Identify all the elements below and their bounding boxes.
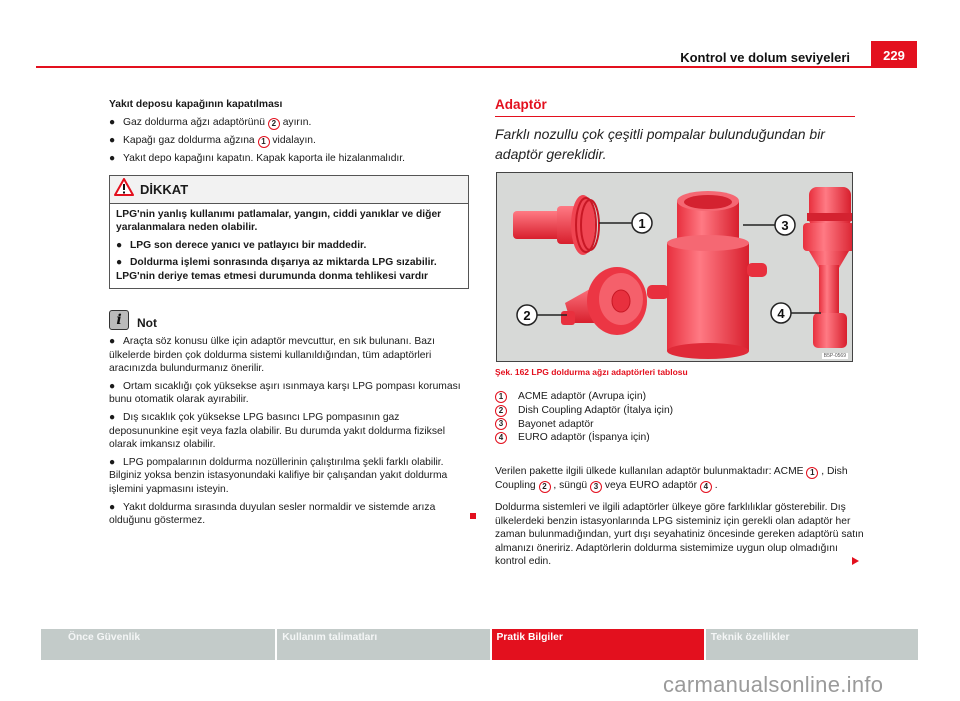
chapter-title: Kontrol ve dolum seviyeleri	[680, 50, 850, 65]
warning-lead: LPG'nin yanlış kullanımı patlamalar, yangın, ciddi yanıklar ve diğer yaralanmalara neden olabilir.	[116, 209, 442, 234]
adapters-illustration	[497, 173, 853, 362]
legend-item: 4 EURO adaptör (İspanya için)	[495, 431, 673, 445]
warning-header	[110, 176, 468, 204]
ref-number: 1	[258, 136, 270, 148]
watermark: carmanualsonline.info	[663, 672, 884, 697]
header-rule	[36, 66, 871, 68]
page-number: 229	[871, 41, 917, 68]
tab-safety[interactable]: Önce Güvenlik	[41, 629, 277, 660]
warning-body	[110, 204, 468, 291]
note-point: ● Yakıt doldurma sırasında duyulan sesler normaldir ve sistemde arıza olduğunu göstermez.	[109, 501, 436, 527]
warning-box	[109, 175, 469, 289]
adapter-legend	[495, 390, 673, 445]
ref-number: 2	[495, 405, 507, 417]
acme-adapter	[513, 195, 652, 255]
warning-title: DİKKAT	[140, 182, 189, 197]
ref-number: 3	[590, 481, 602, 493]
ref-number: 1	[806, 467, 818, 479]
dish-coupling-adapter	[517, 267, 647, 335]
ref-number: 1	[495, 391, 507, 403]
svg-text:3: 3	[781, 218, 789, 233]
info-icon: i	[109, 310, 129, 330]
note-point: ● Dış sıcaklık çok yüksekse LPG basıncı LPG pompasının gaz deposununkine eşit veya fazla olabilir. Bu durumda yakıt doldurma fiziksel olarak imkansız olabilir.	[109, 411, 445, 451]
note-point: ● Araçta söz konusu ülke için adaptör mevcuttur, en sık bulunanı. Bazı ülkelerde birden çok doldurma sistemi kullanıldığından, tüm adaptörleri aracınızda bulundurmanız önerilir.	[109, 336, 435, 375]
legend-item: 3 Bayonet adaptör	[495, 418, 673, 432]
bullet-dot: ●	[109, 116, 116, 128]
tab-practical-info[interactable]: Pratik Bilgiler	[492, 629, 706, 660]
warning-triangle-icon	[114, 178, 134, 201]
bullet-item: ● Gaz doldurma ağzı adaptörünü 2 ayırın.	[109, 116, 312, 128]
tab-operating-instructions[interactable]: Kullanım talimatları	[277, 629, 491, 660]
adapter-figure	[496, 172, 853, 362]
tab-technical-specs[interactable]: Teknik özellikler	[706, 629, 918, 660]
ref-number: 3	[495, 418, 507, 430]
right-column	[495, 98, 855, 164]
figure-caption: Şek. 162 LPG doldurma ağzı adaptörleri tablosu	[495, 367, 688, 377]
note-body	[109, 335, 469, 532]
ref-number: 2	[539, 481, 551, 493]
ref-number: 4	[700, 481, 712, 493]
bullet-item: ● Kapağı gaz doldurma ağzına 1 vidalayın.	[109, 134, 316, 146]
figure-code: B5P-0569	[823, 353, 846, 359]
legend-item: 2 Dish Coupling Adaptör (İtalya için)	[495, 404, 673, 418]
svg-text:4: 4	[777, 306, 785, 321]
ref-number: 4	[495, 432, 507, 444]
package-paragraph: Verilen pakette ilgili ülkede kullanılan adaptör bulunmaktadır: ACME 1 , Dish Coupling 2 , süngü 3 veya EURO adaptör 4 .	[495, 466, 848, 491]
section-end-marker	[470, 513, 476, 519]
bullet-dot: ●	[109, 134, 116, 146]
warning-point: ● Doldurma işlemi sonrasında dışarıya az miktarda LPG sızabilir. LPG'nin deriye temas etmesi durumunda donma tehlikesi vardır	[116, 257, 437, 282]
systems-paragraph: Doldurma sistemleri ve ilgili adaptörler ülkeye göre farklılıklar gösterebilir. Dış ülkelerdeki benzin istasyonlarında LPG sisteminiz için gerekli olan adaptör her zaman bulunmadığından, yurt dışı seyahatiniz öncesinde gereken adaptörü satın almanızı öneririz. Adaptörlerin doldurma sistemimize uygun olup olmadığını kontrol edin.	[495, 502, 864, 568]
ref-number: 2	[268, 118, 280, 130]
legend-item: 1 ACME adaptör (Avrupa için)	[495, 390, 673, 404]
continue-arrow-icon	[852, 557, 859, 565]
left-column	[109, 98, 469, 169]
svg-text:1: 1	[638, 216, 646, 231]
footer-nav	[41, 629, 918, 660]
section-intro: Farklı nozullu çok çeşitli pompalar bulunduğundan bir adaptör gereklidir.	[495, 125, 825, 162]
note-header	[109, 310, 157, 330]
bayonet-adapter	[647, 191, 795, 359]
note-point: ● LPG pompalarının doldurma nozüllerinin çalıştırılma şekli farklı olabilir. Bilginiz yoksa benzin istasyonundaki kalifiye bir çalışandan yakıt doldurma işlemini yapmasını isteyin.	[109, 456, 448, 495]
svg-text:2: 2	[523, 308, 531, 323]
note-title: Not	[137, 316, 157, 330]
euro-adapter	[771, 187, 853, 348]
subheading: Yakıt deposu kapağının kapatılması	[109, 99, 283, 110]
bullet-item: ● Yakıt depo kapağını kapatın. Kapak kaporta ile hizalanmalıdır.	[109, 152, 406, 164]
section-title: Adaptör	[495, 98, 855, 117]
warning-point: ● LPG son derece yanıcı ve patlayıcı bir maddedir.	[116, 239, 367, 251]
bullet-dot: ●	[109, 152, 116, 164]
note-point: ● Ortam sıcaklığı çok yüksekse aşırı ısınmaya karşı LPG pompası koruması bunu otomatik olarak ayırabilir.	[109, 380, 461, 406]
